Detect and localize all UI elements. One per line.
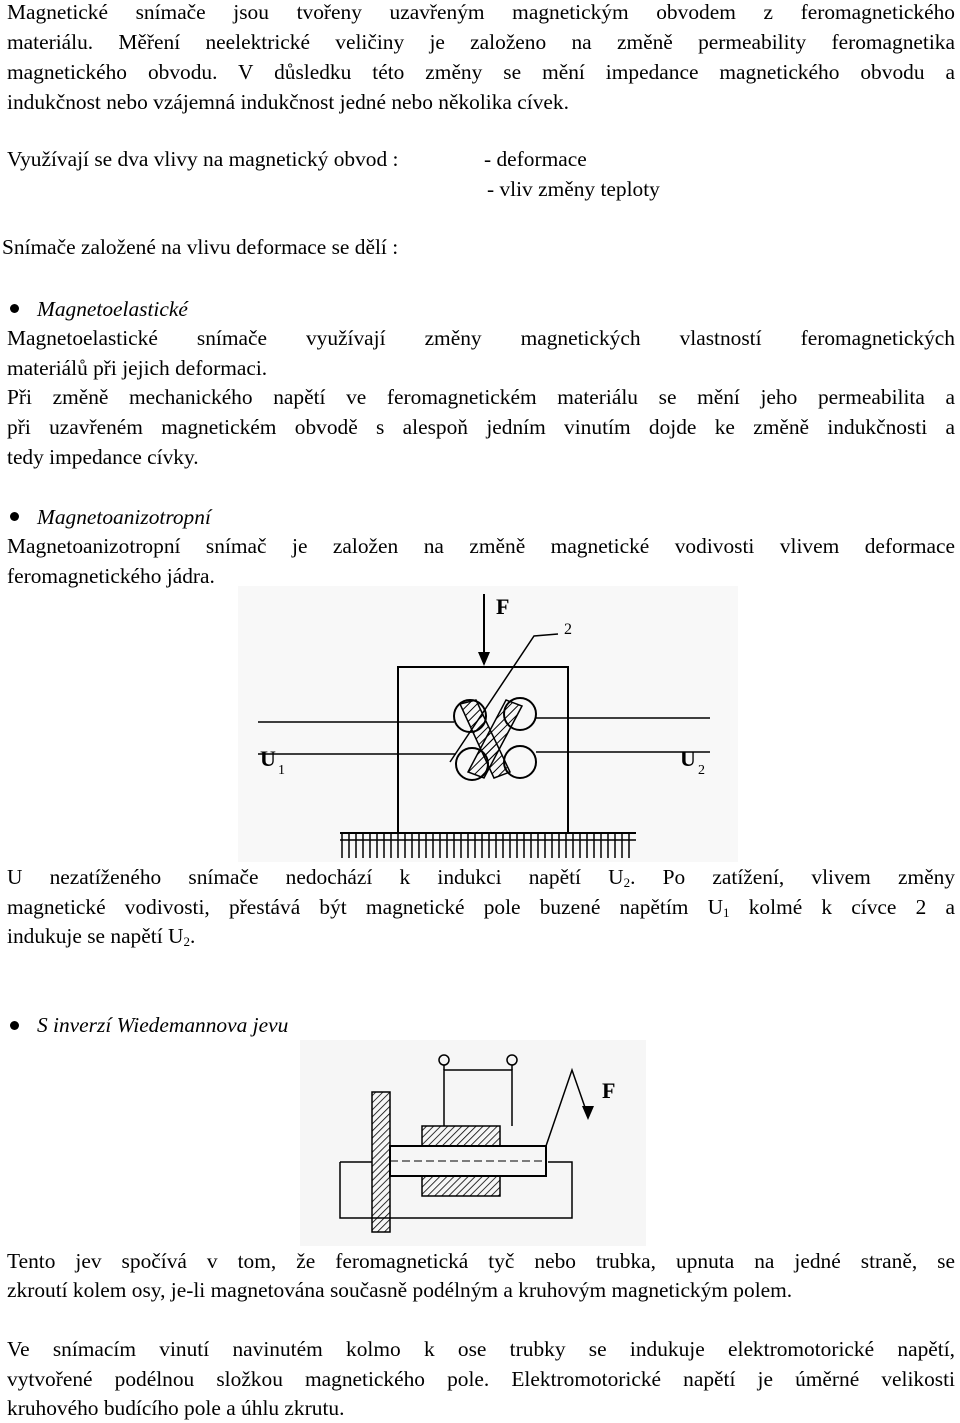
coil-2-label: 2 [564, 621, 572, 638]
wiedemann-p2-line-3: kruhového budícího pole a úhlu zkrutu. [7, 1396, 345, 1420]
u1-label: U [260, 746, 276, 771]
clamp [372, 1092, 390, 1232]
division-heading: Snímače založené na vlivu deformace se dělí : [2, 235, 399, 259]
force-label: F [496, 594, 510, 619]
magnetoelastic-line-5: tedy impedance cívky. [7, 445, 199, 469]
magnetoelastic-line-4: při uzavřeném magnetickém obvodě s alespoň jedním vinutím dojde ke změně indukčnosti a [7, 415, 955, 439]
effects-lead: Využívají se dva vlivy na magnetický obvod : [7, 147, 399, 171]
intro-line-4: indukčnost nebo vzájemná indukčnost jedné nebo několika cívek. [7, 90, 569, 114]
magnetoanisotropic-line-2: feromagnetického jádra. [7, 564, 215, 588]
magnetoelastic-line-3: Při změně mechanického napětí ve feromagnetickém materiálu se mění jeho permeabilita a [7, 385, 955, 409]
effects-item-temperature: - vliv změny teploty [487, 177, 660, 201]
wiedemann-title: S inverzí Wiedemannova jevu [37, 1013, 289, 1037]
bullet-icon [10, 1021, 19, 1030]
caption-line-1: U nezatíženého snímače nedochází k indukci napětí $U_2$. Po zatížení, vlivem změny [7, 865, 955, 890]
bullet-icon [10, 304, 19, 313]
wiedemann-p1-line-2: zkroutí kolem osy, je-li magnetována současně podélným a kruhovým magnetickým polem. [7, 1278, 793, 1302]
wiedemann-sensor-diagram [300, 1040, 646, 1246]
effects-item-deformation: - deformace [484, 147, 587, 171]
wiedemann-p1-line-1: Tento jev spočívá v tom, že feromagnetická tyč nebo trubka, upnuta na jedné straně, se [7, 1249, 955, 1273]
magnetoelastic-line-1: Magnetoelastické snímače využívají změny magnetických vlastností feromagnetických [7, 326, 955, 350]
caption-line-2: magnetické vodivosti, přestává být magnetické pole buzené napětím $U_1$ kolmé k cívce 2 a [7, 895, 955, 920]
magnetoanisotropic-sensor-diagram [238, 586, 738, 862]
intro-line-2: materiálu. Měření neelektrické veličiny je založeno na změně permeability feromagnetika [7, 30, 955, 54]
intro-line-3: magnetického obvodu. V důsledku této změny se mění impedance magnetického obvodu a [7, 60, 955, 84]
wiedemann-p2-line-2: vytvořené podélnou složkou magnetického pole. Elektromotorické napětí je úměrné velikosti [7, 1367, 955, 1391]
magnetoelastic-title: Magnetoelastické [37, 297, 188, 321]
intro-line-1: Magnetické snímače jsou tvořeny uzavřeným magnetickým obvodem z feromagnetického [7, 0, 955, 24]
bullet-icon [10, 512, 19, 521]
force-label: F [602, 1078, 616, 1103]
sensing-winding-top [422, 1126, 500, 1146]
sensing-winding-bottom [422, 1176, 500, 1196]
u2-subscript: 2 [698, 763, 705, 778]
magnetoanisotropic-title: Magnetoanizotropní [37, 505, 211, 529]
caption-line-3: indukuje se napětí $U_2$. [7, 924, 196, 949]
magnetoanisotropic-line-1: Magnetoanizotropní snímač je založen na změně magnetické vodivosti vlivem deformace [7, 534, 955, 558]
wiedemann-p2-line-1: Ve snímacím vinutí navinutém kolmo k ose trubky se indukuje elektromotorické napětí, [7, 1337, 955, 1361]
u1-subscript: 1 [278, 763, 285, 778]
magnetoelastic-line-2: materiálů při jejich deformaci. [7, 356, 268, 380]
u2-label: U [680, 746, 696, 771]
